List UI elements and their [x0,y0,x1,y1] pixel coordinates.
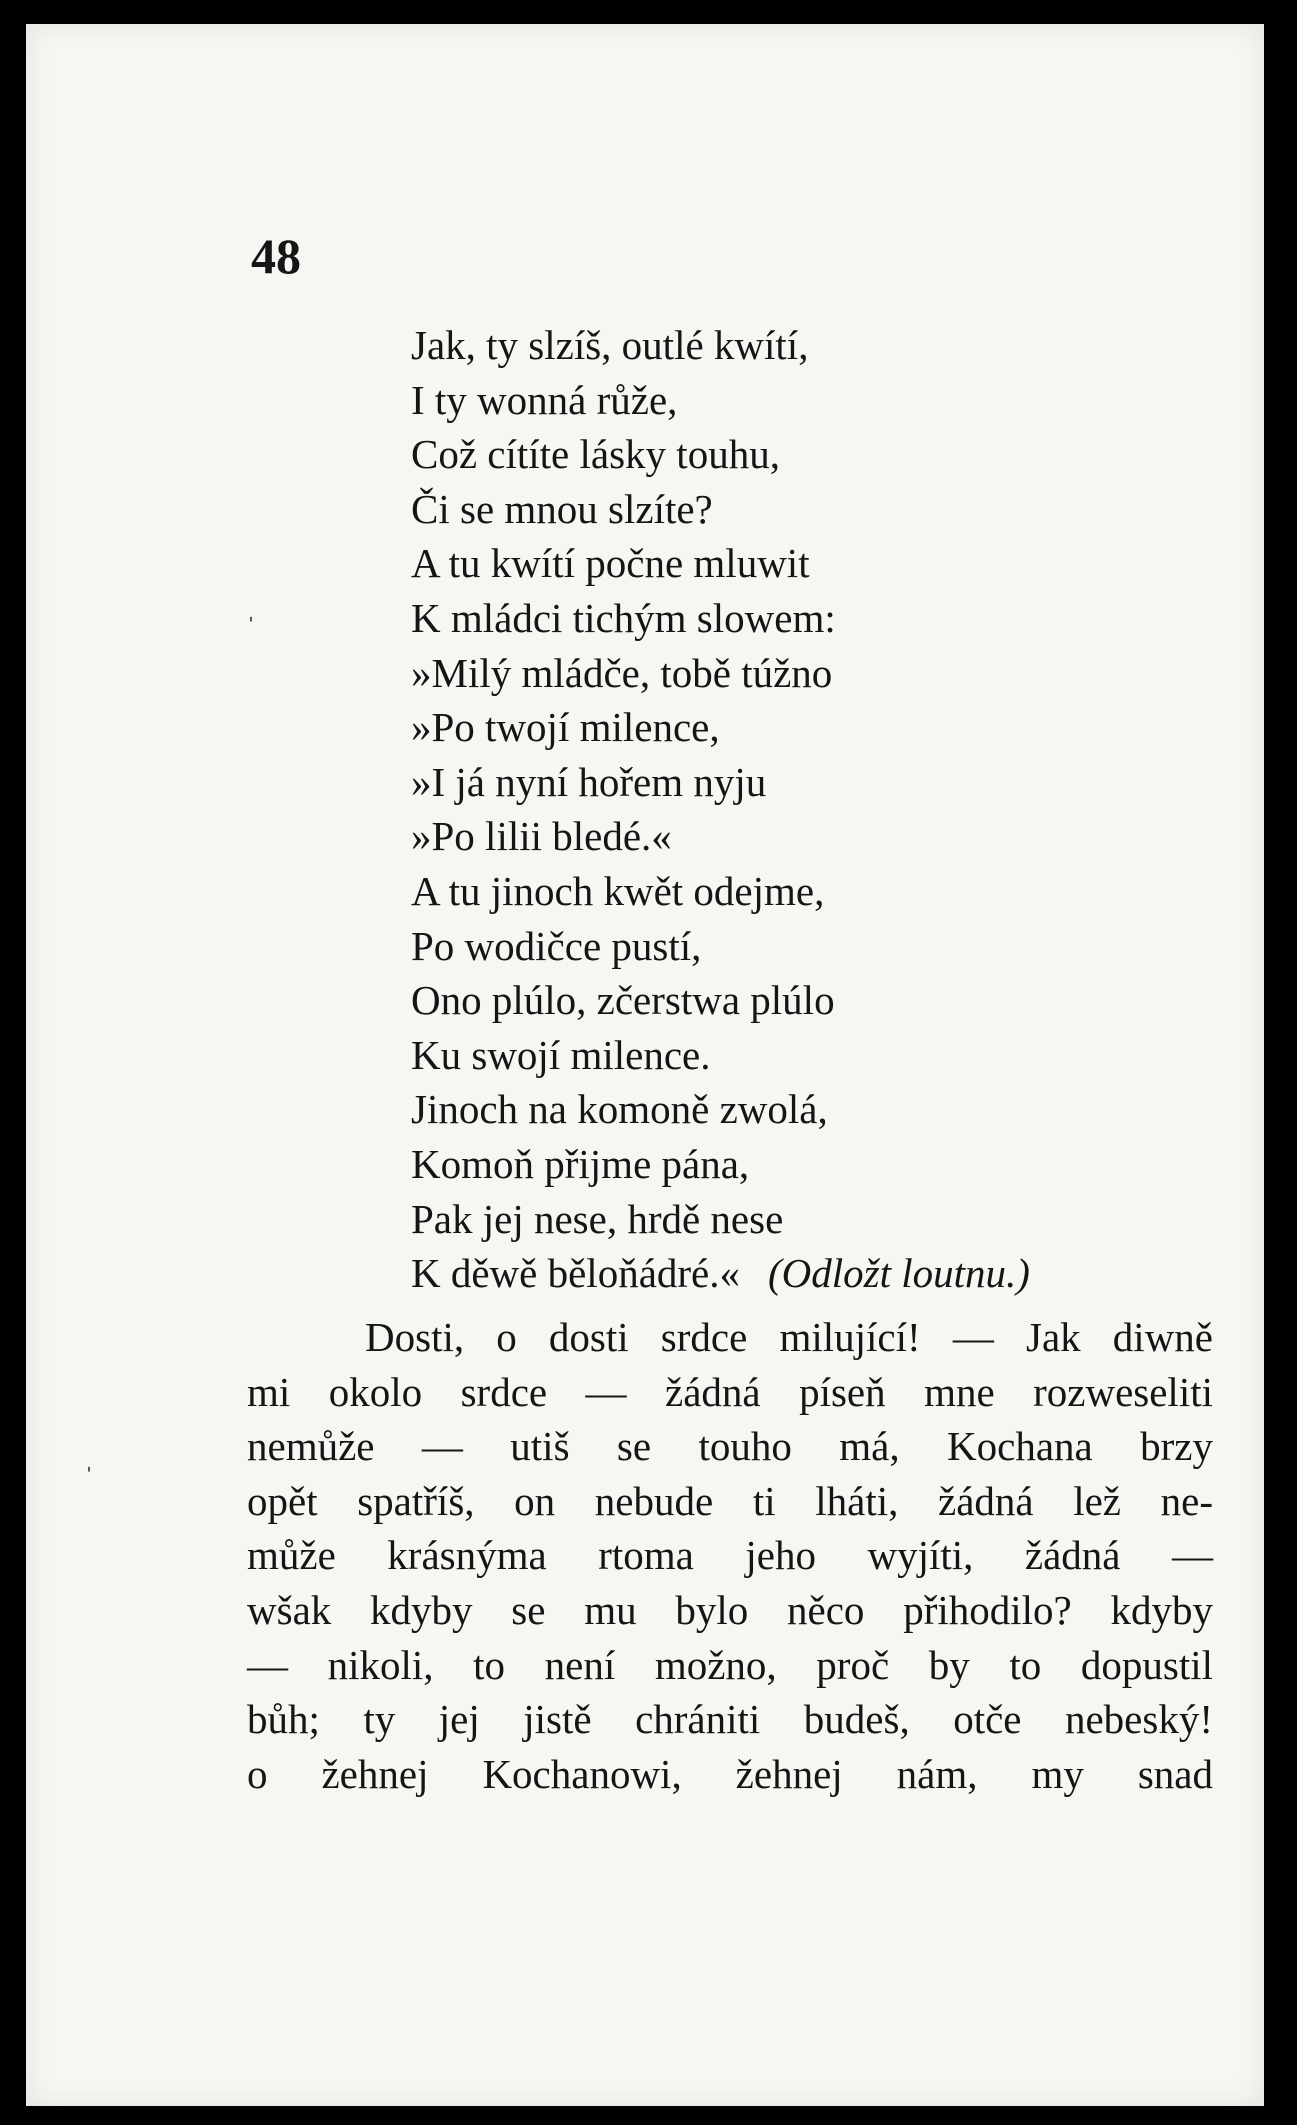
poem-line: Což cítíte lásky touhu, [411,431,780,478]
poem-line: Jinoch na komoně zwolá, [411,1086,828,1133]
poem-source-citation: (Odložt loutnu.) [768,1250,1030,1297]
poem-line-last [411,1246,1030,1301]
prose-line: mi okolo srdce — žádná píseň mne rozweseliti [247,1368,1213,1415]
margin-speck: ˌ [246,589,256,622]
poem-line: Pak jej nese, hrdě nese [411,1195,784,1242]
poem-line: Po wodičce pustí, [411,922,702,969]
prose-line: nemůže — utiš se touho má, Kochana brzy [247,1423,1213,1470]
poem-line-text: K děwě běloňádré.« [411,1250,741,1297]
poem-line: Jak, ty slzíš, outlé kwítí, [411,322,809,368]
prose-line: o žehnej Kochanowi, žehnej nám, my snad [247,1750,1213,1797]
prose-line: wšak kdyby se mu bylo něco přihodilo? kdyby [247,1586,1213,1633]
book-page [26,24,1264,2106]
poem-line: Či se mnou slzíte? [411,485,713,532]
poem-line: »Po twojí milence, [411,704,720,751]
prose-line: opět spatříš, on nebude ti lháti, žádná lež ne- [247,1477,1213,1524]
poem-line: Komoň přijme pána, [411,1140,750,1187]
poem-line: A tu jinoch kwět odejme, [411,867,825,914]
poem-line: »I já nyní hořem nyju [411,758,767,805]
prose-line: bůh; ty jej jistě chrániti budeš, otče nebeský! [247,1696,1213,1743]
poem-line: I ty wonná růže, [411,376,678,423]
margin-speck: ˌ [84,1439,94,1472]
prose-line: Dosti, o dosti srdce milující! — Jak diwně [365,1314,1213,1360]
poem-line: K mládci tichým slowem: [411,594,836,641]
poem-line: A tu kwítí počne mluwit [411,540,810,587]
poem-line: Ono plúlo, zčerstwa plúlo [411,977,835,1024]
prose-line: — nikoli, to není možno, proč by to dopustil [247,1641,1213,1688]
poem-line: »Po lilii bledé.« [411,813,672,860]
poem-line: »Milý mládče, tobě túžno [411,649,833,696]
page-number: 48 [251,228,301,284]
prose-paragraph [247,1310,1213,1801]
poem-block [411,318,1030,1301]
poem-line: Ku swojí milence. [411,1031,711,1078]
prose-line: může krásnýma rtoma jeho wyjíti, žádná — [247,1532,1213,1579]
